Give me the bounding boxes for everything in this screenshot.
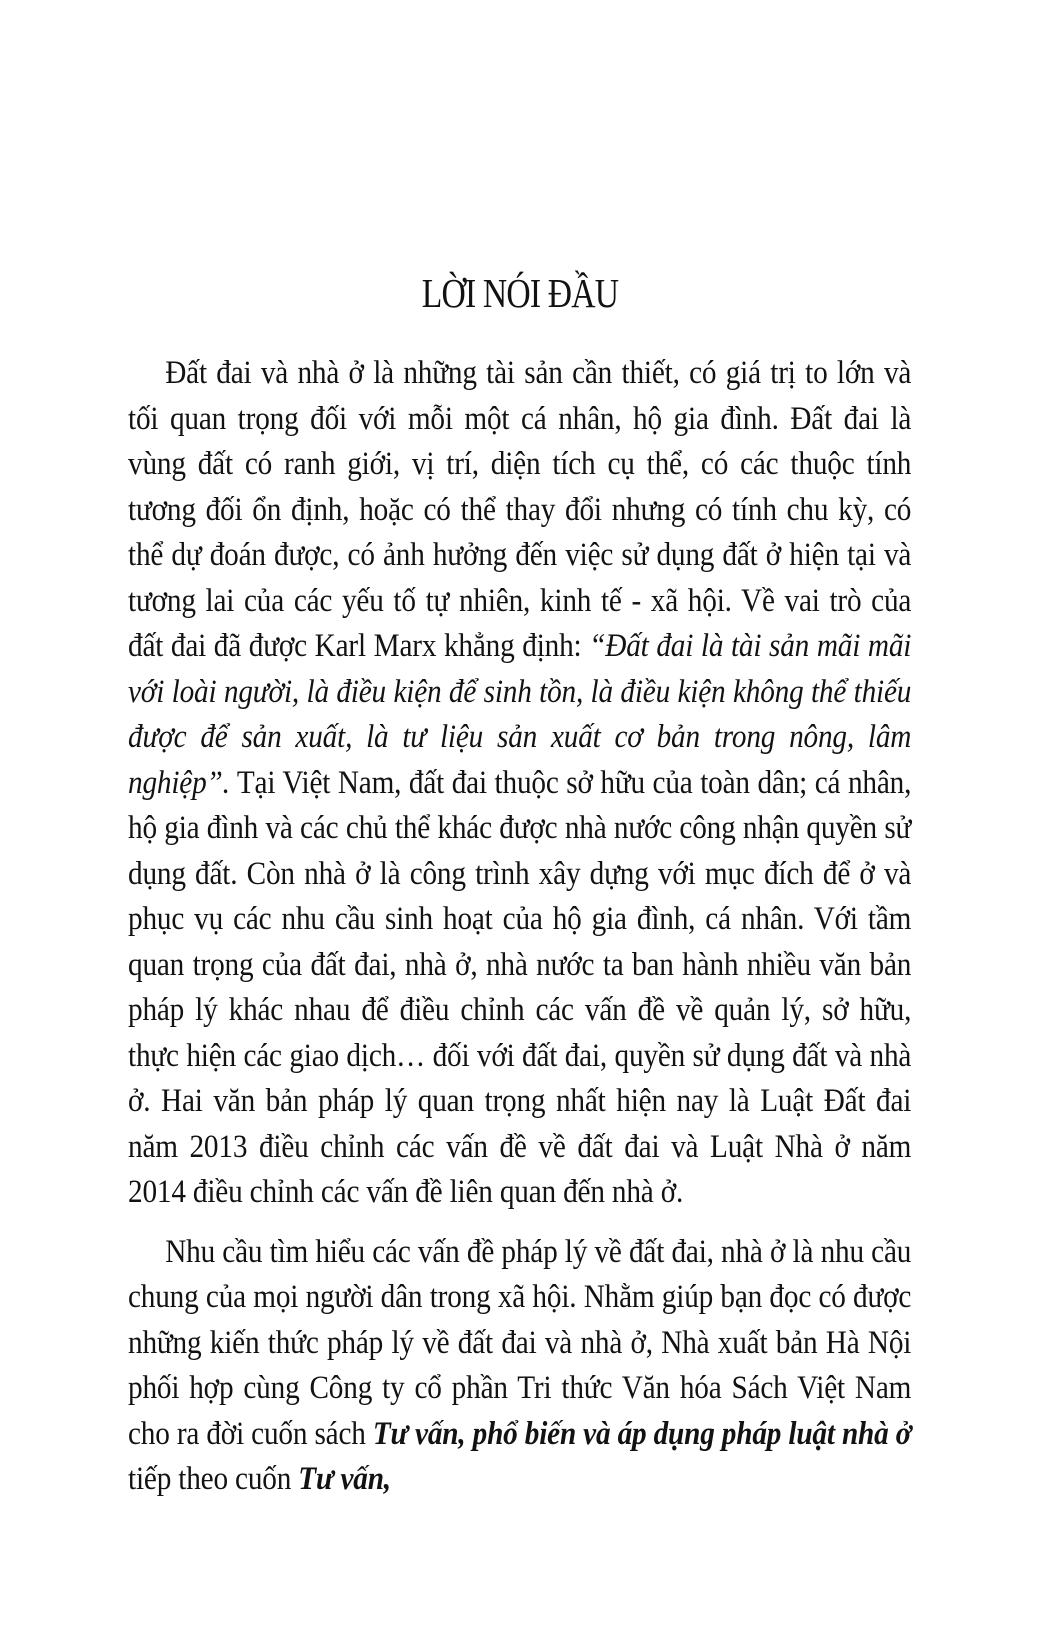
paragraph-2-lead-text: Nhu cầu tìm hiểu các vấn đề pháp lý về đất đai, nhà ở là nhu cầu chung của mọi người dân trong xã hội. Nhằm giúp bạn đọc có được những kiến thức pháp lý về đất đai và nhà ở, Nhà xuất bản Hà Nội phối hợp cùng Công ty cổ phần Tri thức Văn hóa Sách Việt Nam cho ra đời cuốn sách bbox=[128, 1233, 912, 1452]
page-title: LỜI NÓI ĐẦU bbox=[421, 270, 619, 316]
paragraph-2-connector-text: tiếp theo cuốn bbox=[128, 1461, 299, 1497]
paragraph-2 bbox=[128, 1230, 911, 1503]
marx-quote: “Đất đai là tài sản mãi mãi với loài người, là điều kiện để sinh tồn, là điều kiện không thể thiếu được để sản xuất, là tư liệu sản xuất cơ bản trong nông, lâm nghiệp”. bbox=[128, 628, 912, 801]
paragraph-1-rest-text: Tại Việt Nam, đất đai thuộc sở hữu của toàn dân; cá nhân, hộ gia đình và các chủ thể khác được nhà nước công nhận quyền sử dụng đất. Còn nhà ở là công trình xây dựng với mục đích để ở và phục vụ các nhu cầu sinh hoạt của hộ gia đình, cá nhân. Với tầm quan trọng của đất đai, nhà ở, nhà nước ta ban hành nhiều văn bản pháp lý khác nhau để điều chỉnh các vấn đề về quản lý, sở hữu, thực hiện các giao dịch… đối với đất đai, quyền sử dụng đất và nhà ở. Hai văn bản pháp lý quan trọng nhất hiện nay là Luật Đất đai năm 2013 điều chỉnh các vấn đề về đất đai và Luật Nhà ở năm 2014 điều chỉnh các vấn đề liên quan đến nhà ở. bbox=[128, 764, 912, 1210]
book-title-reference-2: Tư vấn, bbox=[298, 1461, 391, 1497]
paragraph-1 bbox=[128, 351, 911, 1216]
body-text bbox=[128, 351, 911, 1503]
book-title-reference-1: Tư vấn, phổ biến và áp dụng pháp luật nhà ở bbox=[372, 1415, 912, 1452]
paragraph-1-lead-text: Đất đai và nhà ở là những tài sản cần thiết, có giá trị to lớn và tối quan trọng đối với mỗi một cá nhân, hộ gia đình. Đất đai là vùng đất có ranh giới, vị trí, diện tích cụ thể, có các thuộc tính tương đối ổn định, hoặc có thể thay đổi nhưng có tính chu kỳ, có thể dự đoán được, có ảnh hưởng đến việc sử dụng đất ở hiện tại và tương lai của các yếu tố tự nhiên, kinh tế - xã hội. Về vai trò của đất đai đã được Karl Marx khẳng định: bbox=[128, 355, 912, 664]
